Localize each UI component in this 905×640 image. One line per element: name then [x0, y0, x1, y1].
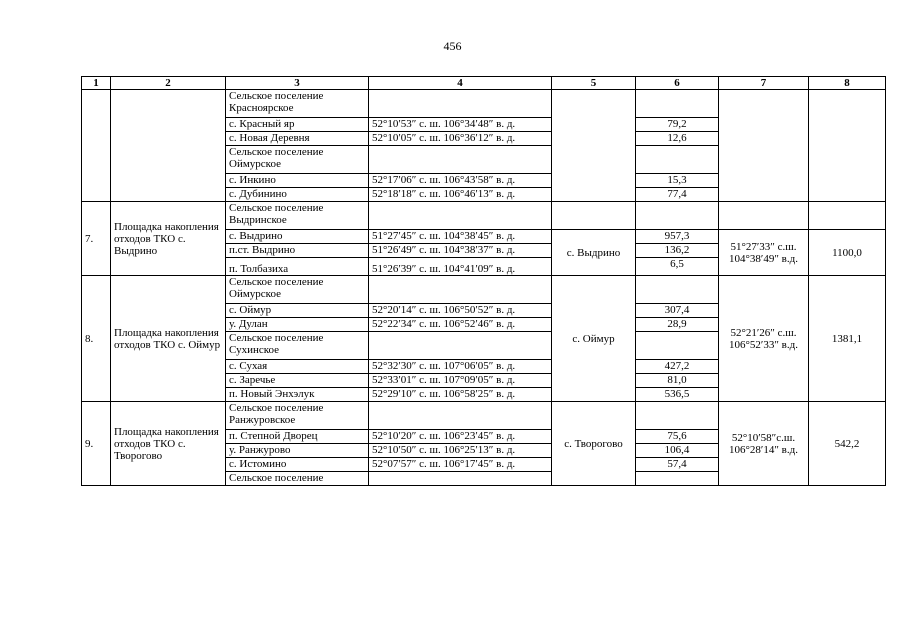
settlement-group-cell: Сельское поселение: [226, 472, 369, 486]
site-name-cell: Площадка накопления отходов ТКО с. Оймур: [111, 276, 226, 402]
volume-cell: 536,5: [636, 388, 719, 402]
collection-center-cell: с. Творогово: [552, 402, 636, 486]
header-cell: 1: [82, 77, 111, 90]
empty-cell: [369, 402, 552, 430]
volume-cell: 79,2: [636, 118, 719, 132]
volume-cell: 6,5: [636, 258, 719, 276]
empty-cell: [636, 202, 719, 230]
coordinates-cell: 52°33′01″ с. ш. 107°09′05″ в. д.: [369, 374, 552, 388]
site-coordinates-cell: 51°27′33″ с.ш. 104°38′49″ в.д.: [719, 230, 809, 276]
table-header-row: [82, 77, 886, 90]
volume-cell: 77,4: [636, 188, 719, 202]
settlement-group-cell: Сельское поселение Ранжуровское: [226, 402, 369, 430]
row-number-cell: 8.: [82, 276, 111, 402]
locality-cell: с. Выдрино: [226, 230, 369, 244]
volume-cell: 15,3: [636, 174, 719, 188]
empty-cell: [636, 402, 719, 430]
empty-cell: [369, 276, 552, 304]
volume-cell: 75,6: [636, 430, 719, 444]
header-cell: 8: [809, 77, 886, 90]
total-volume-cell: 1381,1: [809, 276, 886, 402]
locality-cell: п.ст. Выдрино: [226, 244, 369, 258]
page-number: 456: [443, 39, 462, 53]
site-coordinates-cell: 52°10′58″с.ш. 106°28′14″ в.д.: [719, 402, 809, 486]
waste-sites-table: [81, 76, 886, 486]
total-volume-cell: 542,2: [809, 402, 886, 486]
volume-cell: 957,3: [636, 230, 719, 244]
header-cell: 5: [552, 77, 636, 90]
header-cell: 2: [111, 77, 226, 90]
locality-cell: с. Истомино: [226, 458, 369, 472]
empty-cell: [111, 90, 226, 202]
header-cell: 7: [719, 77, 809, 90]
site-name-cell: Площадка накопления отходов ТКО с. Творогово: [111, 402, 226, 486]
table-row: [82, 402, 886, 430]
locality-cell: с. Оймур: [226, 304, 369, 318]
empty-cell: [636, 276, 719, 304]
coordinates-cell: 52°10′50″ с. ш. 106°25′13″ в. д.: [369, 444, 552, 458]
volume-cell: 12,6: [636, 132, 719, 146]
coordinates-cell: 51°26′49″ с. ш. 104°38′37″ в. д.: [369, 244, 552, 258]
empty-cell: [552, 202, 636, 230]
site-name-cell: Площадка накопления отходов ТКО с. Выдрино: [111, 202, 226, 276]
total-volume-cell: 1100,0: [809, 230, 886, 276]
volume-cell: 81,0: [636, 374, 719, 388]
coordinates-cell: 52°07′57″ с. ш. 106°17′45″ в. д.: [369, 458, 552, 472]
row-number-cell: 7.: [82, 202, 111, 276]
locality-cell: с. Сухая: [226, 360, 369, 374]
empty-cell: [636, 146, 719, 174]
empty-cell: [552, 90, 636, 202]
empty-cell: [809, 202, 886, 230]
locality-cell: с. Инкино: [226, 174, 369, 188]
locality-cell: п. Новый Энхэлук: [226, 388, 369, 402]
empty-cell: [636, 90, 719, 118]
empty-cell: [636, 472, 719, 486]
locality-cell: п. Толбазиха: [226, 258, 369, 276]
header-cell: 4: [369, 77, 552, 90]
coordinates-cell: 52°10′20″ с. ш. 106°23′45″ в. д.: [369, 430, 552, 444]
volume-cell: 28,9: [636, 318, 719, 332]
empty-cell: [369, 472, 552, 486]
empty-cell: [636, 332, 719, 360]
volume-cell: 307,4: [636, 304, 719, 318]
volume-cell: 57,4: [636, 458, 719, 472]
locality-cell: с. Дубинино: [226, 188, 369, 202]
empty-cell: [82, 90, 111, 202]
site-coordinates-cell: 52°21′26″ с.ш. 106°52′33″ в.д.: [719, 276, 809, 402]
settlement-group-cell: Сельское поселение Сухинское: [226, 332, 369, 360]
header-cell: 3: [226, 77, 369, 90]
locality-cell: с. Красный яр: [226, 118, 369, 132]
coordinates-cell: 52°20′14″ с. ш. 106°50′52″ в. д.: [369, 304, 552, 318]
collection-center-cell: с. Оймур: [552, 276, 636, 402]
coordinates-cell: 52°32′30″ с. ш. 107°06′05″ в. д.: [369, 360, 552, 374]
coordinates-cell: 52°17′06″ с. ш. 106°43′58″ в. д.: [369, 174, 552, 188]
volume-cell: 427,2: [636, 360, 719, 374]
collection-center-cell: с. Выдрино: [552, 230, 636, 276]
empty-cell: [369, 90, 552, 118]
settlement-group-cell: Сельское поселение Оймурское: [226, 276, 369, 304]
table-row: [82, 276, 886, 304]
locality-cell: с. Заречье: [226, 374, 369, 388]
locality-cell: с. Новая Деревня: [226, 132, 369, 146]
volume-cell: 106,4: [636, 444, 719, 458]
row-number-cell: 9.: [82, 402, 111, 486]
coordinates-cell: 52°22′34″ с. ш. 106°52′46″ в. д.: [369, 318, 552, 332]
empty-cell: [369, 146, 552, 174]
coordinates-cell: 52°10′53″ с. ш. 106°34′48″ в. д.: [369, 118, 552, 132]
table-row: [82, 202, 886, 230]
locality-cell: п. Степной Дворец: [226, 430, 369, 444]
settlement-group-cell: Сельское поселение Выдринское: [226, 202, 369, 230]
empty-cell: [369, 202, 552, 230]
header-cell: 6: [636, 77, 719, 90]
empty-cell: [719, 90, 809, 202]
locality-cell: у. Дулан: [226, 318, 369, 332]
empty-cell: [719, 202, 809, 230]
coordinates-cell: 52°10′05″ с. ш. 106°36′12″ в. д.: [369, 132, 552, 146]
settlement-group-cell: Сельское поселение Красноярское: [226, 90, 369, 118]
empty-cell: [369, 332, 552, 360]
table-row: [82, 90, 886, 118]
empty-cell: [809, 90, 886, 202]
coordinates-cell: 52°29′10″ с. ш. 106°58′25″ в. д.: [369, 388, 552, 402]
coordinates-cell: 52°18′18″ с. ш. 106°46′13″ в. д.: [369, 188, 552, 202]
coordinates-cell: 51°26′39″ с. ш. 104°41′09″ в. д.: [369, 258, 552, 276]
coordinates-cell: 51°27′45″ с. ш. 104°38′45″ в. д.: [369, 230, 552, 244]
locality-cell: у. Ранжурово: [226, 444, 369, 458]
volume-cell: 136,2: [636, 244, 719, 258]
settlement-group-cell: Сельское поселение Оймурское: [226, 146, 369, 174]
